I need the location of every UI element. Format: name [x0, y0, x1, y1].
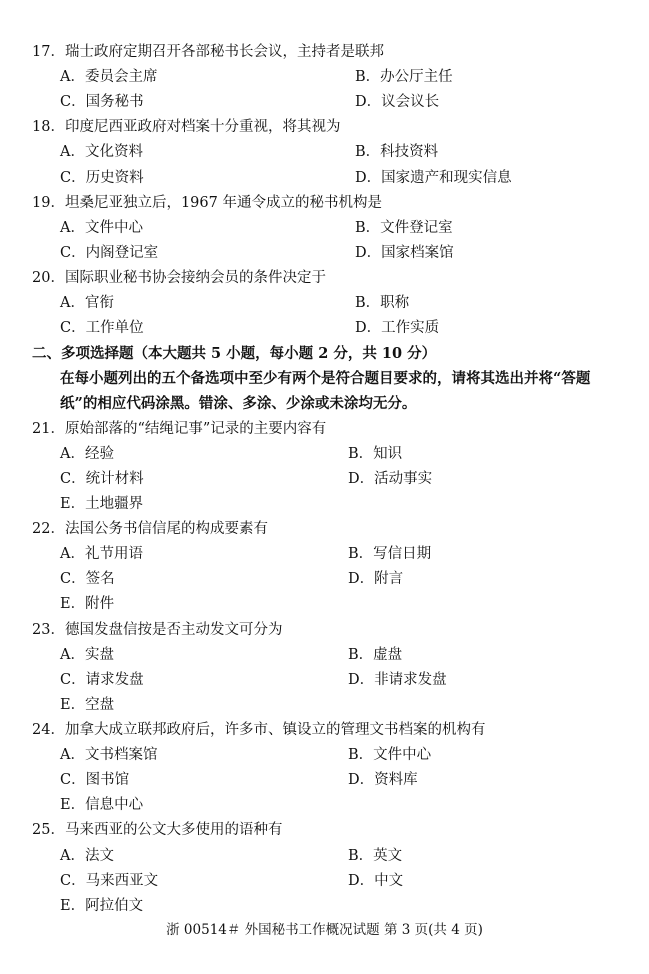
question-18-option-a: A．文化资料 [60, 144, 143, 160]
question-18-stem: 18．印度尼西亚政府对档案十分重视，将其视为 [32, 119, 341, 135]
question-24-option-c: C．图书馆 [60, 772, 130, 788]
question-19-option-d: D．国家档案馆 [355, 245, 454, 261]
question-25-option-e: E．阿拉伯文 [60, 898, 144, 914]
question-24-option-b: B．文件中心 [348, 747, 432, 763]
question-24-option-e: E．信息中心 [60, 797, 144, 813]
question-24-option-a: A．文书档案馆 [60, 747, 158, 763]
question-23-option-b: B．虚盘 [348, 647, 403, 663]
question-24-stem: 24．加拿大成立联邦政府后，许多市、镇设立的管理文书档案的机构有 [32, 722, 486, 738]
question-22-stem: 22．法国公务书信信尾的构成要素有 [32, 521, 268, 537]
question-23-option-d: D．非请求发盘 [348, 672, 447, 688]
question-20-stem: 20．国际职业秘书协会接纳会员的条件决定于 [32, 270, 326, 286]
question-20-option-a: A．官衔 [60, 295, 114, 311]
question-17-option-b: B．办公厅主任 [355, 69, 453, 85]
question-17-option-a: A．委员会主席 [60, 69, 158, 85]
question-22-option-c: C．签名 [60, 571, 115, 587]
question-25-stem: 25．马来西亚的公文大多使用的语种有 [32, 822, 283, 838]
question-23-stem: 23．德国发盘信按是否主动发文可分为 [32, 622, 283, 638]
question-22-option-d: D．附言 [348, 571, 404, 587]
question-18-option-b: B．科技资料 [355, 144, 439, 160]
question-22-option-a: A．礼节用语 [60, 546, 143, 562]
question-18-option-c: C．历史资料 [60, 170, 144, 186]
question-18-option-d: D．国家遗产和现实信息 [355, 170, 512, 186]
question-21-option-a: A．经验 [60, 446, 114, 462]
question-23-option-a: A．实盘 [60, 647, 114, 663]
question-19-stem: 19．坦桑尼亚独立后，1967 年通令成立的秘书机构是 [32, 195, 382, 211]
question-21-option-d: D．活动事实 [348, 471, 433, 487]
question-21-stem: 21．原始部落的“结绳记事”记录的主要内容有 [32, 421, 327, 437]
question-21-option-b: B．知识 [348, 446, 403, 462]
question-21-option-c: C．统计材料 [60, 471, 144, 487]
question-21-option-e: E．土地疆界 [60, 496, 144, 512]
question-22-option-b: B．写信日期 [348, 546, 432, 562]
section-2-heading: 二、多项选择题（本大题共 5 小题，每小题 2 分，共 10 分） [32, 345, 437, 362]
question-20-option-b: B．职称 [355, 295, 410, 311]
question-17-stem: 17．瑞士政府定期召开各部秘书长会议，主持者是联邦 [32, 44, 384, 60]
question-17-option-c: C．国务秘书 [60, 94, 144, 110]
page-footer: 浙 00514＃ 外国秘书工作概况试题 第 3 页(共 4 页) [166, 922, 483, 938]
question-25-option-b: B．英文 [348, 848, 403, 864]
question-23-option-e: E．空盘 [60, 697, 115, 713]
question-20-option-d: D．工作实质 [355, 320, 440, 336]
question-24-option-d: D．资料库 [348, 772, 418, 788]
question-25-option-c: C．马来西亚文 [60, 873, 159, 889]
question-25-option-a: A．法文 [60, 848, 114, 864]
question-25-option-d: D．中文 [348, 873, 404, 889]
section-2-instruction-line-2: 纸”的相应代码涂黑。错涂、多涂、少涂或未涂均无分。 [60, 395, 417, 412]
question-23-option-c: C．请求发盘 [60, 672, 144, 688]
question-22-option-e: E．附件 [60, 596, 115, 612]
question-17-option-d: D．议会议长 [355, 94, 440, 110]
section-2-instruction-line-1: 在每小题列出的五个备选项中至少有两个是符合题目要求的，请将其选出并将“答题 [60, 370, 591, 387]
question-19-option-a: A．文件中心 [60, 220, 143, 236]
question-19-option-c: C．内阁登记室 [60, 245, 159, 261]
question-20-option-c: C．工作单位 [60, 320, 144, 336]
question-19-option-b: B．文件登记室 [355, 220, 453, 236]
